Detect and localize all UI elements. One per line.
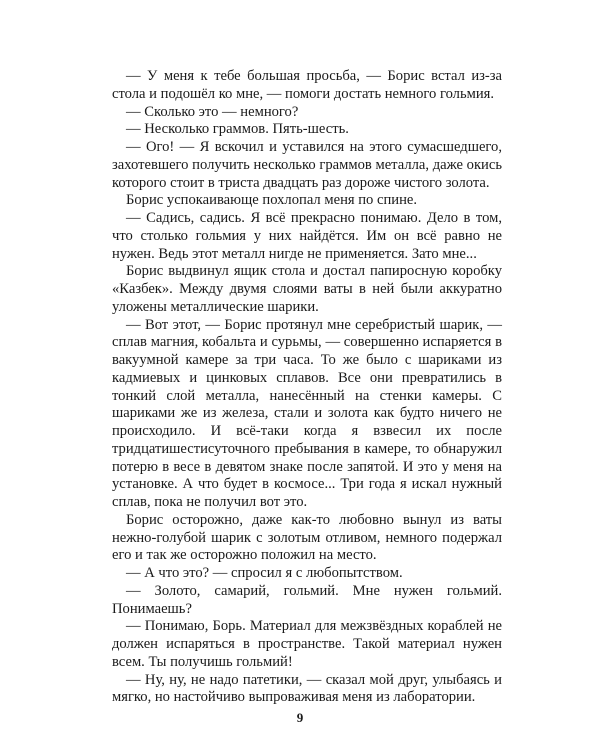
paragraph-need-holmium: — Золото, самарий, гольмий. Мне нужен гольмий. Понимаешь?: [112, 582, 502, 617]
paragraph-request: — У меня к тебе большая просьба, — Борис встал из-за стола и подошёл ко мне, — помоги достать немного гольмия.: [112, 68, 502, 102]
paragraph-kazbek-box: Борис выдвинул ящик стола и достал папиросную коробку «Казбек». Между двумя слоями ваты в ней были аккуратно уложены металлические шарики.: [112, 263, 502, 315]
paragraph-blue-ball: Борис осторожно, даже как-то любовно вынул из ваты нежно-голубой шарик с золотым отливом, немного подержал его и так же осторожно положил на место.: [112, 511, 502, 564]
paragraph-farewell: — Ну, ну, не надо патетики, — сказал мой друг, улыбаясь и мягко, но настойчиво выпроваживая меня из лаборатории.: [112, 671, 502, 706]
paragraph-how-much: — Сколько это — немного?: [126, 103, 299, 120]
paragraph-sit-down: — Садись, садись. Я всё прекрасно понимаю. Дело в том, что столько гольмия у них найдётся. Им он всё равно не нужен. Ведь этот металл нигде не применяется. Зато мне...: [112, 210, 502, 262]
paragraph-understand: — Понимаю, Борь. Материал для межзвёздных кораблей не должен испаряться в пространстве. Такой материал нужен всем. Ты получишь гольмий!: [112, 618, 502, 670]
paragraph-reassure: Борис успокаивающе похлопал меня по спине.: [126, 192, 418, 209]
paragraph-experiments: — Вот этот, — Борис протянул мне серебристый шарик, — сплав магния, кобальта и сурьмы, — совершенно испаряется в вакуумной камере за три часа. То же было с шариками из кадмиевых и цинковых сплавов. Все они превратились в тонкий слой металла, нанесённый на стенки камеры. С шариками же из железа, стали и золота как будто ничего не происходило. И всё-таки когда я взвесил их после тридцатишестисуточного пребывания в камере, то обнаружил потерю в весе в девятом знаке после запятой. И это у меня на установке. А что будет в космосе... Три года я искал нужный сплав, пока не получил вот это.: [112, 316, 502, 510]
paragraph-exclaim: — Ого! — Я вскочил и уставился на этого сумасшедшего, захотевшего получить несколько граммов металла, даже окись которого стоит в триста двадцать раз дороже чистого золота.: [112, 139, 502, 191]
paragraph-what-is-it: — А что это? — спросил я с любопытством.: [126, 565, 403, 581]
page-number: 9: [296, 710, 304, 725]
paragraph-grams: — Несколько граммов. Пять-шесть.: [126, 121, 349, 138]
page-body-text: [112, 68, 502, 707]
